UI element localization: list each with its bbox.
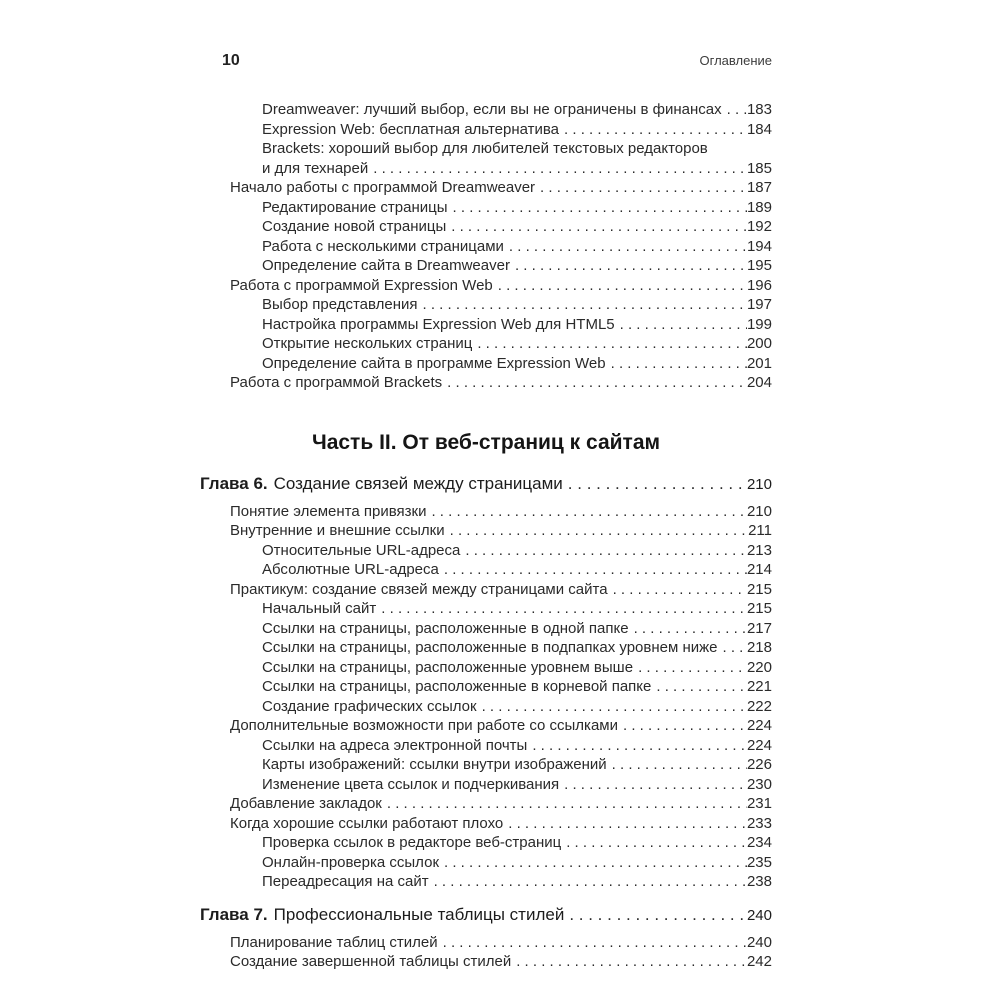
entry-page-number: 217 bbox=[746, 619, 772, 637]
dot-leader bbox=[511, 952, 747, 972]
dot-leader bbox=[503, 814, 747, 834]
entry-page-number: 220 bbox=[746, 658, 772, 676]
dot-leader bbox=[629, 619, 747, 639]
entry-title: Карты изображений: ссылки внутри изображений bbox=[262, 756, 607, 773]
toc-entry-line bbox=[262, 697, 772, 717]
entry-page-number: 233 bbox=[746, 814, 772, 832]
toc-entry bbox=[200, 933, 772, 953]
entry-title: Определение сайта в Dreamweaver bbox=[262, 257, 510, 274]
toc-entry bbox=[200, 541, 772, 561]
entry-title: Ссылки на страницы, расположенные уровнем выше bbox=[262, 658, 634, 676]
chapter-page-number: 240 bbox=[746, 906, 772, 924]
toc-entry bbox=[200, 658, 772, 678]
entry-page-number: 211 bbox=[748, 522, 772, 539]
entry-page-number: 196 bbox=[746, 276, 772, 294]
toc-entry-line bbox=[262, 256, 772, 276]
dot-leader bbox=[438, 933, 747, 953]
entry-title: Создание новой страницы bbox=[262, 218, 447, 235]
toc-entry bbox=[200, 100, 772, 120]
page-number: 10 bbox=[222, 52, 240, 69]
toc-entry-line bbox=[262, 619, 772, 639]
dot-leader bbox=[563, 473, 747, 495]
toc-entry bbox=[200, 794, 772, 814]
toc-entry-line bbox=[230, 178, 772, 198]
toc-entry bbox=[200, 256, 772, 276]
entry-page-number: 215 bbox=[746, 600, 772, 617]
running-title: Оглавление bbox=[699, 53, 772, 68]
entry-title: Открытие нескольких страниц bbox=[262, 335, 473, 352]
entry-title: и для технарей bbox=[262, 159, 369, 177]
toc-entry bbox=[200, 638, 772, 658]
toc-entry bbox=[200, 872, 772, 892]
entry-page-number: 210 bbox=[746, 502, 772, 520]
dot-leader bbox=[448, 198, 747, 218]
toc-entry bbox=[200, 697, 772, 717]
entry-title: Выбор представления bbox=[262, 296, 418, 313]
toc-entry-line bbox=[262, 677, 772, 697]
entry-page-number: 200 bbox=[746, 335, 772, 352]
entry-title: Практикум: создание связей между страницами сайта bbox=[230, 580, 608, 598]
toc-entry bbox=[200, 334, 772, 354]
chapter-entry bbox=[200, 904, 772, 927]
entry-title: Работа с программой Brackets bbox=[230, 374, 443, 391]
dot-leader bbox=[429, 872, 747, 892]
dot-leader bbox=[535, 178, 747, 198]
entry-title: Понятие элемента привязки bbox=[230, 502, 427, 520]
toc-entry-line bbox=[262, 334, 772, 354]
entry-page-number: 192 bbox=[746, 218, 772, 235]
entry-page-number: 214 bbox=[746, 561, 772, 578]
entry-title: Добавление закладок bbox=[230, 795, 382, 812]
entry-title: Редактирование страницы bbox=[262, 198, 448, 216]
entry-title: Dreamweaver: лучший выбор, если вы не ограничены в финансах bbox=[262, 101, 722, 118]
dot-leader bbox=[504, 237, 747, 257]
entry-page-number: 221 bbox=[746, 678, 772, 695]
chapter-title: Профессиональные таблицы стилей bbox=[273, 904, 565, 924]
toc-entry bbox=[200, 276, 772, 296]
dot-leader bbox=[439, 853, 747, 873]
entry-page-number: 242 bbox=[746, 953, 772, 970]
toc-entry bbox=[200, 354, 772, 374]
toc-entry-line bbox=[262, 833, 772, 853]
toc-entry-line bbox=[262, 560, 772, 580]
dot-leader bbox=[618, 716, 747, 736]
entry-page-number: 224 bbox=[746, 717, 772, 734]
entry-title: Абсолютные URL-адреса bbox=[262, 561, 439, 578]
entry-page-number: 199 bbox=[746, 315, 772, 333]
toc-entry bbox=[200, 853, 772, 873]
toc-entry-line bbox=[230, 933, 772, 953]
chapter-title: Создание связей между страницами bbox=[273, 473, 563, 493]
toc-entry-line bbox=[230, 794, 772, 814]
entry-page-number: 231 bbox=[746, 795, 772, 812]
entry-title: Brackets: хороший выбор для любителей текстовых редакторов bbox=[262, 140, 708, 157]
toc-entry-line bbox=[262, 295, 772, 315]
toc-entry bbox=[200, 677, 772, 697]
dot-leader bbox=[446, 217, 747, 237]
toc-entry-line bbox=[262, 736, 772, 756]
toc-entry bbox=[200, 716, 772, 736]
entry-title: Ссылки на страницы, расположенные в одной папке bbox=[262, 619, 629, 637]
entry-title: Работа с программой Expression Web bbox=[230, 276, 493, 294]
dot-leader bbox=[510, 256, 747, 276]
chapter-label: Глава 7. bbox=[200, 904, 268, 924]
page-header bbox=[200, 52, 772, 70]
dot-leader bbox=[633, 658, 747, 678]
toc-entry-line bbox=[262, 638, 772, 658]
toc-entry-line bbox=[262, 541, 772, 561]
toc-entry bbox=[200, 237, 772, 257]
entry-page-number: 224 bbox=[746, 736, 772, 754]
dot-leader bbox=[460, 541, 747, 561]
toc-entry bbox=[200, 521, 772, 541]
toc-entry bbox=[200, 178, 772, 198]
toc-entry-line bbox=[230, 580, 772, 600]
entry-title: Когда хорошие ссылки работают плохо bbox=[230, 814, 504, 832]
dot-leader bbox=[376, 599, 747, 619]
toc-entry bbox=[200, 198, 772, 218]
toc-entry bbox=[200, 736, 772, 756]
part-heading: Часть II. От веб-страниц к сайтам bbox=[311, 430, 661, 454]
dot-leader bbox=[527, 736, 747, 756]
dot-leader bbox=[426, 502, 747, 522]
entry-title: Начальный сайт bbox=[262, 600, 377, 617]
toc-blocks bbox=[200, 100, 772, 972]
toc-entry-line bbox=[262, 120, 772, 140]
dot-leader bbox=[442, 373, 747, 393]
entry-page-number: 215 bbox=[746, 580, 772, 598]
dot-leader bbox=[615, 315, 747, 335]
entry-title: Ссылки на адреса электронной почты bbox=[262, 736, 528, 754]
dot-leader bbox=[493, 276, 747, 296]
toc-entry-line bbox=[262, 755, 772, 775]
entry-title: Expression Web: бесплатная альтернатива bbox=[262, 120, 560, 138]
toc-content bbox=[200, 52, 772, 972]
entry-page-number: 218 bbox=[746, 639, 772, 656]
entry-title: Создание завершенной таблицы стилей bbox=[230, 953, 512, 970]
dot-leader bbox=[559, 120, 747, 140]
dot-leader bbox=[561, 833, 747, 853]
toc-entry bbox=[200, 775, 772, 795]
entry-title: Определение сайта в программе Expression Web bbox=[262, 354, 606, 372]
toc-entry bbox=[200, 120, 772, 140]
toc-entry-line bbox=[262, 217, 772, 237]
toc-entry bbox=[200, 599, 772, 619]
toc-entry bbox=[200, 833, 772, 853]
toc-entry-line bbox=[230, 276, 772, 296]
toc-entry-line bbox=[230, 521, 772, 541]
toc-entry-line bbox=[230, 716, 772, 736]
entry-title: Относительные URL-адреса bbox=[262, 541, 461, 559]
toc-entry bbox=[200, 619, 772, 639]
entry-title: Дополнительные возможности при работе со ссылками bbox=[230, 717, 618, 734]
toc-entry-line bbox=[230, 373, 772, 393]
entry-page-number: 187 bbox=[746, 179, 772, 196]
toc-entry bbox=[200, 373, 772, 393]
toc-entry-line bbox=[262, 159, 772, 179]
toc-entry-line bbox=[262, 872, 772, 892]
dot-leader bbox=[439, 560, 747, 580]
toc-entry bbox=[200, 814, 772, 834]
toc-entry-line bbox=[262, 599, 772, 619]
entry-page-number: 185 bbox=[746, 159, 772, 177]
entry-page-number: 226 bbox=[746, 756, 772, 773]
toc-entry-line bbox=[262, 315, 772, 335]
dot-leader bbox=[651, 677, 747, 697]
chapter-label: Глава 6. bbox=[200, 473, 268, 493]
entry-title: Ссылки на страницы, расположенные в корневой папке bbox=[262, 678, 652, 695]
entry-title: Ссылки на страницы, расположенные в подпапках уровнем ниже bbox=[262, 639, 718, 656]
entry-title: Планирование таблиц стилей bbox=[230, 933, 438, 951]
entry-page-number: 213 bbox=[746, 541, 772, 559]
toc-entry-line bbox=[262, 198, 772, 218]
entry-page-number: 204 bbox=[746, 374, 772, 391]
entry-page-number: 240 bbox=[746, 933, 772, 951]
toc-entry-line bbox=[230, 952, 772, 972]
dot-leader bbox=[608, 580, 747, 600]
dot-leader bbox=[718, 638, 747, 658]
entry-page-number: 195 bbox=[746, 257, 772, 274]
toc-entry bbox=[200, 295, 772, 315]
toc-entry bbox=[200, 560, 772, 580]
toc-entry-line bbox=[262, 853, 772, 873]
chapter-entry bbox=[200, 473, 772, 496]
entry-title: Проверка ссылок в редакторе веб-страниц bbox=[262, 834, 562, 851]
entry-page-number: 197 bbox=[746, 296, 772, 313]
toc-entry bbox=[200, 755, 772, 775]
toc-entry-line bbox=[262, 775, 772, 795]
entry-page-number: 234 bbox=[746, 834, 772, 851]
toc-entry-line bbox=[230, 814, 772, 834]
dot-leader bbox=[382, 794, 747, 814]
toc-entry-line bbox=[262, 658, 772, 678]
toc-entry bbox=[200, 139, 772, 178]
entry-page-number: 222 bbox=[746, 697, 772, 715]
entry-page-number: 184 bbox=[746, 120, 772, 138]
toc-entry bbox=[200, 315, 772, 335]
entry-title: Создание графических ссылок bbox=[262, 697, 477, 715]
toc-entry-line bbox=[262, 100, 772, 120]
entry-title: Переадресация на сайт bbox=[262, 873, 429, 890]
toc-entry bbox=[200, 217, 772, 237]
entry-title: Настройка программы Expression Web для HTML5 bbox=[262, 315, 615, 333]
toc-entry-line bbox=[230, 502, 772, 522]
toc-entry bbox=[200, 502, 772, 522]
entry-page-number: 235 bbox=[746, 853, 772, 871]
entry-page-number: 189 bbox=[746, 198, 772, 216]
entry-title: Онлайн-проверка ссылок bbox=[262, 853, 440, 871]
dot-leader bbox=[564, 904, 747, 926]
entry-page-number: 194 bbox=[746, 237, 772, 255]
dot-leader bbox=[445, 521, 748, 541]
entry-page-number: 201 bbox=[746, 354, 772, 372]
dot-leader bbox=[418, 295, 747, 315]
dot-leader bbox=[368, 159, 747, 179]
entry-page-number: 238 bbox=[746, 873, 772, 890]
dot-leader bbox=[606, 354, 747, 374]
entry-page-number: 183 bbox=[746, 101, 772, 118]
entry-title: Работа с несколькими страницами bbox=[262, 237, 504, 255]
toc-entry-line bbox=[262, 354, 772, 374]
dot-leader bbox=[722, 100, 747, 120]
dot-leader bbox=[559, 775, 747, 795]
toc-entry bbox=[200, 952, 772, 972]
dot-leader bbox=[477, 697, 747, 717]
toc-entry-line bbox=[262, 237, 772, 257]
entry-title: Изменение цвета ссылок и подчеркивания bbox=[262, 775, 560, 793]
dot-leader bbox=[607, 755, 747, 775]
entry-title: Начало работы с программой Dreamweaver bbox=[230, 179, 536, 196]
chapter-page-number: 210 bbox=[746, 475, 772, 493]
toc-entry bbox=[200, 580, 772, 600]
entry-page-number: 230 bbox=[746, 775, 772, 793]
dot-leader bbox=[472, 334, 747, 354]
toc-entry-line bbox=[262, 139, 772, 159]
entry-title: Внутренние и внешние ссылки bbox=[230, 522, 445, 539]
